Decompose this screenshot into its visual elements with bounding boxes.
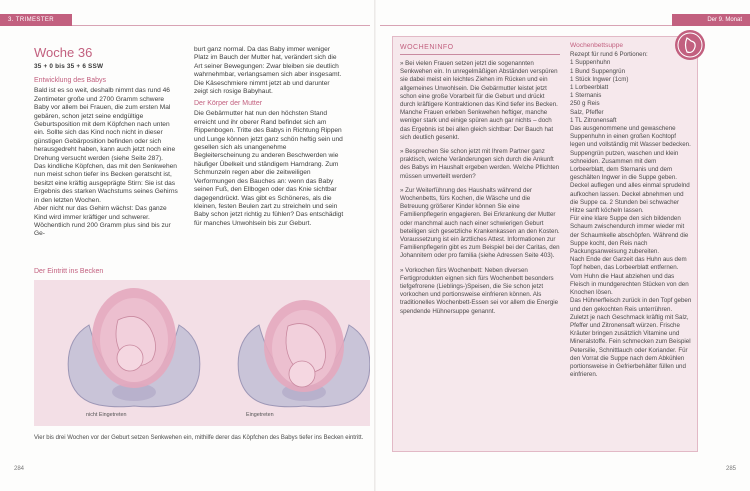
ingredient: 1 Lorbeerblatt [570,84,609,92]
month-tab: Der 9. Monat [672,14,750,26]
figure-caption: Vier bis drei Wochen vor der Geburt setzen Senkwehen ein, mithilfe derer das Köpfchen des Babys tiefer ins Becken eintritt. [34,435,364,441]
page-subtitle: 35 + 0 bis 35 + 6 SSW [34,63,104,70]
ingredient: 1 Sternanis [570,92,602,100]
page-gutter [374,0,376,491]
pelvis-not-engaged [68,288,200,407]
ingredient: Salz, Pfeffer [570,108,604,116]
recipe-intro: Rezept für rund 6 Portionen: [570,51,648,59]
figure-title: Der Eintritt ins Becken [34,268,104,275]
recipe-step: Das ausgenommene und gewaschene Suppenhuhn in einen großen Kochtopf legen und vollständig mit Wasser bedecken. Suppengrün putzen, waschen und klein schneiden. Zusammen mit dem Lorbeerblatt, dem Sternanis und dem geschälten Ingwer in die Suppe geben. Deckel auflegen und alles einmal sprudelnd aufkochen lassen. Deckel abnehmen und die Suppe ca. 2 Stunden bei schwacher Hitze sanft köcheln lassen. [570,125,691,215]
paragraph: Das kindliche Köpfchen, das mit den Senkwehen nun meist schon tiefer ins Becken geratscht ist, besitzt eine kräftig ausgeprägte Stirn: Sie ist das Ergebnis des starken Wachstums seines Gehirns in den letzten Wochen. [34,163,178,204]
page-title: Woche 36 [34,45,93,60]
section-heading-baby: Entwicklung des Babys [34,77,106,85]
info-title: WOCHENINFO [400,44,454,51]
page-number-right: 285 [725,466,736,472]
label-not-engaged: nicht Eingetreten [86,412,127,418]
pelvis-engaged [238,300,370,407]
pelvis-illustration [34,280,370,426]
tip-item: » Zur Weiterführung des Haushalts während der Wochenbetts, fürs Kochen, die Wäsche und die Betreuung größerer Kinder können Sie eine Familienpflegerin engagieren. Bei Erkrankung der Mutter oder manchmal auch nach einer schwierigen Geburt beteiligen sich gesetzliche Krankenkassen an den Kosten. Voraussetzung ist ein ärztliches Attest. Informationen zur Familienpflegerin gibt es zum Beispiel bei der Caritas, den Johannitern oder pro familia (siehe Adressen Seite 403). [400,186,560,260]
recipe-column [570,42,692,379]
paragraph: Bald ist es so weit, deshalb nimmt das rund 46 Zentimeter große und 2700 Gramm schwere Baby vor allem bei Frauen, die zum ersten Mal gebären, schon jetzt seine endgültige Geburtsposition mit dem Köpfchen nach unten ein. Sollte sich das Kind noch nicht in dieser günstigen Gebärposition befinden oder sich herausgedreht haben, kann auch jetzt noch eine Drehung versucht werden (siehe Seite 287). [34,87,176,162]
paragraph: burt ganz normal. Da das Baby immer weniger Platz im Bauch der Mutter hat, verändert sich die Art seiner Bewegungen: Zwar bleiben sie deutlich wahrnehmbar, verlangsamen sich aber insgesamt. Die Käseschmiere nimmt jetzt ab und darunter zeigt sich rosige Babyhaut. [194,46,342,96]
header-rule-right [380,25,672,26]
tips-column [400,60,560,322]
info-title-rule [400,54,560,55]
left-column-1 [34,46,180,239]
tip-item: » Bei vielen Frauen setzen jetzt die sogenannten Senkwehen ein. In unregelmäßigen Abständen verspüren sie dabei meist ein leichtes Ziehen im Rücken und ein allgemeines Unwohlsein. Die Gebärmutter leistet jetzt schon eine große Vorarbeit für die Geburt und drückt durch kräftigere Kontraktionen das Kind tiefer ins Becken. Manche Frauen erleben Senkwehen heftiger, manche weniger stark und einige spüren auch gar nichts – doch das Ergebnis ist bei allen gleich sichtbar: Der Bauch hat sich deutlich gesenkt. [400,60,558,141]
tip-item: » Vorkochen fürs Wochenbett: Neben diversen Fertigprodukten eignen sich fürs Wochenbett besonders tiefgefrorene (Lieblings-)Speisen, die Sie schon jetzt vorkochen und portionsweise einfrieren können. Als traditionelles Wochenbett-Essen sei vor allem die Energie spendende Hühnersuppe genannt. [400,266,559,315]
header-rule-left [72,25,370,26]
left-column-2 [194,46,344,228]
page-number-left: 284 [14,466,25,472]
recipe-step: Nach Ende der Garzeit das Huhn aus dem Topf heben, das Lorbeerblatt entfernen. Vom Huhn die Haut abziehen und das Fleisch in mundgerechten Stücken von den Knochen lösen. [570,256,689,297]
recipe-title: Wochenbettsuppe [570,42,624,49]
ingredient: 1 TL Zitronensaft [570,116,617,124]
recipe-step: Das Hühnerfleisch zurück in den Topf geben und den gekochten Reis unterrühren. Zuletzt je nach Geschmack kräftig mit Salz, Pfeffer und Zitronensaft würzen. Frische Kräuter bringen zusätzlich Vitamine und Mineralstoffe. Fein schmecken zum Beispiel Petersilie, Schnittlauch oder Koriander. Für den Vorrat die Suppe nach dem Abkühlen portionsweise in Gefrierbehälter füllen und einfrieren. [570,297,692,379]
pelvis-svg [34,280,370,426]
section-heading-mother: Der Körper der Mutter [194,100,263,108]
tip-item: » Besprechen Sie schon jetzt mit Ihrem Partner ganz praktisch, welche Veränderungen sich durch die Ankunft des Babys im Haushalt ergeben werden. Welche Pflichten müssen umverteilt werden? [400,148,560,180]
ingredient: 250 g Reis [570,100,600,108]
ingredient: 1 Bund Suppengrün [570,67,626,75]
ingredient: 1 Suppenhuhn [570,59,611,67]
label-engaged: Eingetreten [246,412,274,418]
recipe-step: Für eine klare Suppe den sich bildenden Schaum zwischendurch immer wieder mit der Schaumkelle abschöpfen. Während die Suppe kocht, den Reis nach Packungsanweisung zubereiten. [570,215,689,256]
chapter-tab: 3. TRIMESTER [0,14,72,26]
paragraph: Aber nicht nur das Gehirn wächst: Das ganze Kind wird immer kräftiger und schwerer. Wöchentlich rund 200 Gramm plus sind bis zur Ge- [34,205,171,238]
paragraph: Die Gebärmutter hat nun den höchsten Stand erreicht und ihr oberer Rand befindet sich am Rippenbogen. Tritte des Babys in Richtung Rippen und Lunge können jetzt ganz schön heftig sein und gesellen sich als unangenehme Begleiterscheinung zu anderen Beschwerden wie häufiger Übelkeit und ständigem Harndrang. Zum Schmunzeln regen aber die zeitweiligen Verformungen des Bauches an: wenn das Baby seinen Fuß, den Ellbogen oder das Knie sichtbar dagegendrückt. Was gibt es Schöneres, als die kleinen, festen Beulen zart zu streicheln und sein Baby schon jetzt richtig zu fühlen? Das entschädigt für manches Unwohlsein bis zur Geburt. [194,110,344,227]
ingredient: 1 Stück Ingwer (1cm) [570,75,629,83]
